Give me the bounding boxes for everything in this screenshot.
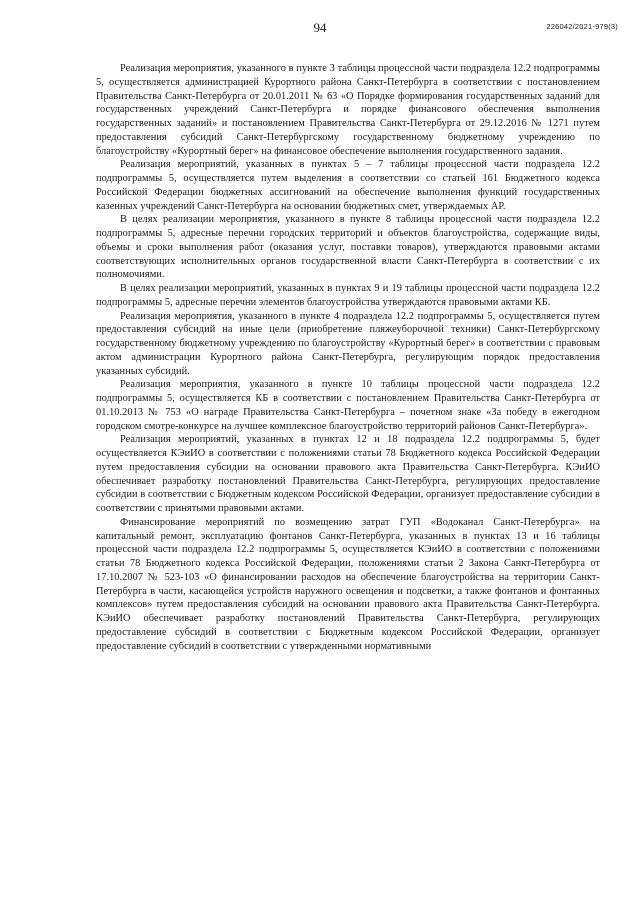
paragraph-3: В целях реализации мероприятия, указанного в пункте 8 таблицы процессной части подраздела 12.2 подпрограммы 5, адресные перечни городских территорий и объектов благоустройства, содержащие виды, объемы и сроки выполнения работ (оказания услуг, поставки товаров), утверждаются правовыми актами соответствующих исполнительных органов государственной власти Санкт-Петербурга в соответствии с их полномочиями. (96, 214, 600, 281)
document-code: 226042/2021-979(3) (546, 22, 618, 31)
paragraph-7: Реализация мероприятий, указанных в пунктах 12 и 18 подраздела 12.2 подпрограммы 5, будет осуществляется КЭиИО в соответствии с положениями статьи 78 Бюджетного кодекса Российской Федерации путем предоставления субсидии на основании правового акта Правительства Санкт-Петербурга. КЭиИО обеспечивает разработку постановлений Правительства Санкт-Петербурга, регулирующих предоставление субсидии в соответствии с Бюджетным кодексом Российской Федерации, организует предоставление субсидии в соответствии с принятыми правовыми актами. (96, 434, 600, 514)
paragraph-2: Реализация мероприятий, указанных в пунктах 5 – 7 таблицы процессной части подраздела 12.2 подпрограммы 5, осуществляется путем выделения в соответствии со статьей 161 Бюджетного кодекса Российской Федерации бюджетных ассигнований на обеспечение выполнения функций государственных казенных учреждений Санкт-Петербурга на основании бюджетных смет, утверждаемых АР. (96, 159, 600, 212)
paragraph-4: В целях реализации мероприятий, указанных в пунктах 9 и 19 таблицы процессной части подраздела 12.2 подпрограммы 5, адресные перечни элементов благоустройства утверждаются правовыми актами КБ. (96, 283, 600, 308)
document-body (96, 62, 600, 653)
paragraph-6: Реализация мероприятия, указанного в пункте 10 таблицы процессной части подраздела 12.2 подпрограммы 5, осуществляется КБ в соответствии с постановлением Правительства Санкт-Петербурга от 01.10.2013 № 753 «О награде Правительства Санкт-Петербурга – почетном знаке «За победу в ежегодном городском смотре-конкурсе на лучшее комплексное благоустройство территорий районов Санкт-Петербурга». (96, 379, 600, 432)
paragraph-5: Реализация мероприятия, указанного в пункте 4 подраздела 12.2 подпрограммы 5, осуществляется путем предоставления субсидий на иные цели (приобретение пляжеуборочной техники) Санкт-Петербургскому государственному бюджетному учреждению по благоустройству «Курортный берег» в соответствии с правовым актом администрации Курортного района Санкт-Петербурга, регулирующим порядок предоставления указанных субсидий. (96, 310, 600, 377)
page-number: 94 (313, 20, 327, 35)
paragraph-8: Финансирование мероприятий по возмещению затрат ГУП «Водоканал Санкт-Петербурга» на капитальный ремонт, эксплуатацию фонтанов Санкт-Петербурга, указанных в пунктах 13 и 16 таблицы процессной части подраздела 12.2 подпрограммы 5, осуществляется КЭиИО в соответствии с положениями статьи 78 Бюджетного кодекса Российской Федерации, положениями статьи 2 Закона Санкт-Петербурга от 17.10.2007 № 523-103 «О финансировании расходов на обеспечение благоустройства на территории Санкт-Петербурга в части, касающейся устройств наружного освещения и подсветки, а также фонтанов и фонтанных комплексов» путем предоставления субсидий на основании правового акта Правительства Санкт-Петербурга. КЭиИО обеспечивает разработку постановлений Правительства Санкт-Петербурга, регулирующих предоставление субсидий в соответствии с Бюджетным кодексом Российской Федерации, организует предоставление субсидий в соответствии с утвержденными нормативными (96, 516, 600, 652)
paragraph-1: Реализация мероприятия, указанного в пункте 3 таблицы процессной части подраздела 12.2 подпрограммы 5, осуществляется администрацией Курортного района Санкт-Петербурга в соответствии с постановлением Правительства Санкт-Петербурга от 20.01.2011 № 63 «О Порядке формирования государственных заданий для государственных учреждений Санкт-Петербурга и порядке финансового обеспечения выполнения государственных заданий» и постановлением Правительства Санкт-Петербурга от 29.12.2016 № 1271 путем предоставления субсидий Санкт-Петербургскому государственному бюджетному учреждению по благоустройству «Курортный берег» на финансовое обеспечение выполнения государственного задания. (96, 63, 600, 157)
